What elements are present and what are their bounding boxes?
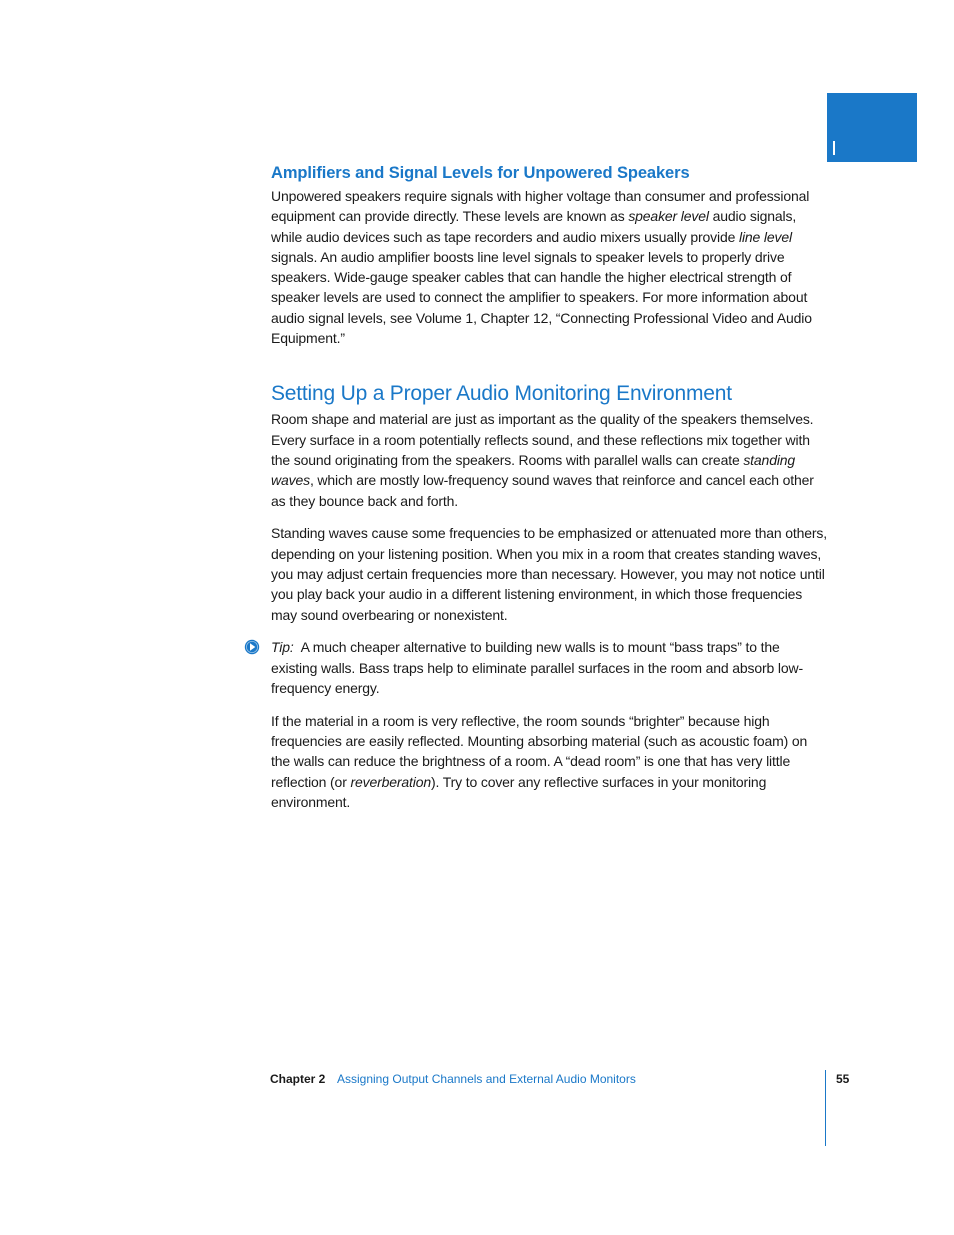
footer-chapter-title: Assigning Output Channels and External Audio Monitors [337, 1072, 636, 1086]
tip-block [271, 637, 827, 698]
paragraph-reflective-material: If the material in a room is very reflective, the room sounds “brighter” because high frequencies are easily reflected. Mounting absorbing material (such as acoustic foam) on the walls can reduce the brightness of a room. A “dead room” is one that has very little reflection (or reverberation). Try to cover any reflective surfaces in your monitoring environment. [271, 712, 808, 810]
tip-label: Tip: [271, 639, 294, 656]
tip-arrow-icon [244, 639, 260, 655]
section-heading-amplifiers: Amplifiers and Signal Levels for Unpowered Speakers [271, 164, 690, 182]
footer-chapter-label: Chapter 2 [270, 1072, 326, 1086]
page-number: 55 [836, 1072, 850, 1086]
paragraph-room-shape: Room shape and material are just as important as the quality of the speakers themselves. Every surface in a room potentially reflects sound, and these reflections mix together with the sound originating from the speakers. Rooms with parallel walls can create standing waves, which are mostly low-frequency sound waves that reinforce and cancel each other as they bounce back and forth. [271, 411, 814, 509]
tip-text: Tip: A much cheaper alternative to building new walls is to mount “bass traps” to the existing walls. Bass traps help to eliminate parallel surfaces in the room and absorb low-frequency energy. [271, 639, 803, 696]
paragraph-standing-waves: Standing waves cause some frequencies to be emphasized or attenuated more than others, depending on your listening position. When you mix in a room that creates standing waves, you may adjust certain frequencies more than necessary. However, you may not notice until you play back your audio in a different listening environment, in which those frequencies may sound overbearing or nonexistent. [271, 525, 828, 623]
page-footer [270, 1072, 850, 1090]
footer-divider [825, 1070, 826, 1146]
section-heading-monitoring: Setting Up a Proper Audio Monitoring Environment [271, 382, 732, 406]
page-content [271, 160, 827, 812]
chapter-tab [827, 93, 917, 162]
chapter-tab-mark [833, 141, 835, 155]
paragraph-amplifiers: Unpowered speakers require signals with higher voltage than consumer and professional equipment can provide directly. These levels are known as speaker level audio signals, while audio devices such as tape recorders and audio mixers usually provide line level signals. An audio amplifier boosts line level signals to speaker levels to properly drive speakers. Wide-gauge speaker cables that can handle the higher electrical strength of speaker levels are used to connect the amplifier to speakers. For more information about audio signal levels, see Volume 1, Chapter 12, “Connecting Professional Video and Audio Equipment.” [271, 188, 812, 347]
